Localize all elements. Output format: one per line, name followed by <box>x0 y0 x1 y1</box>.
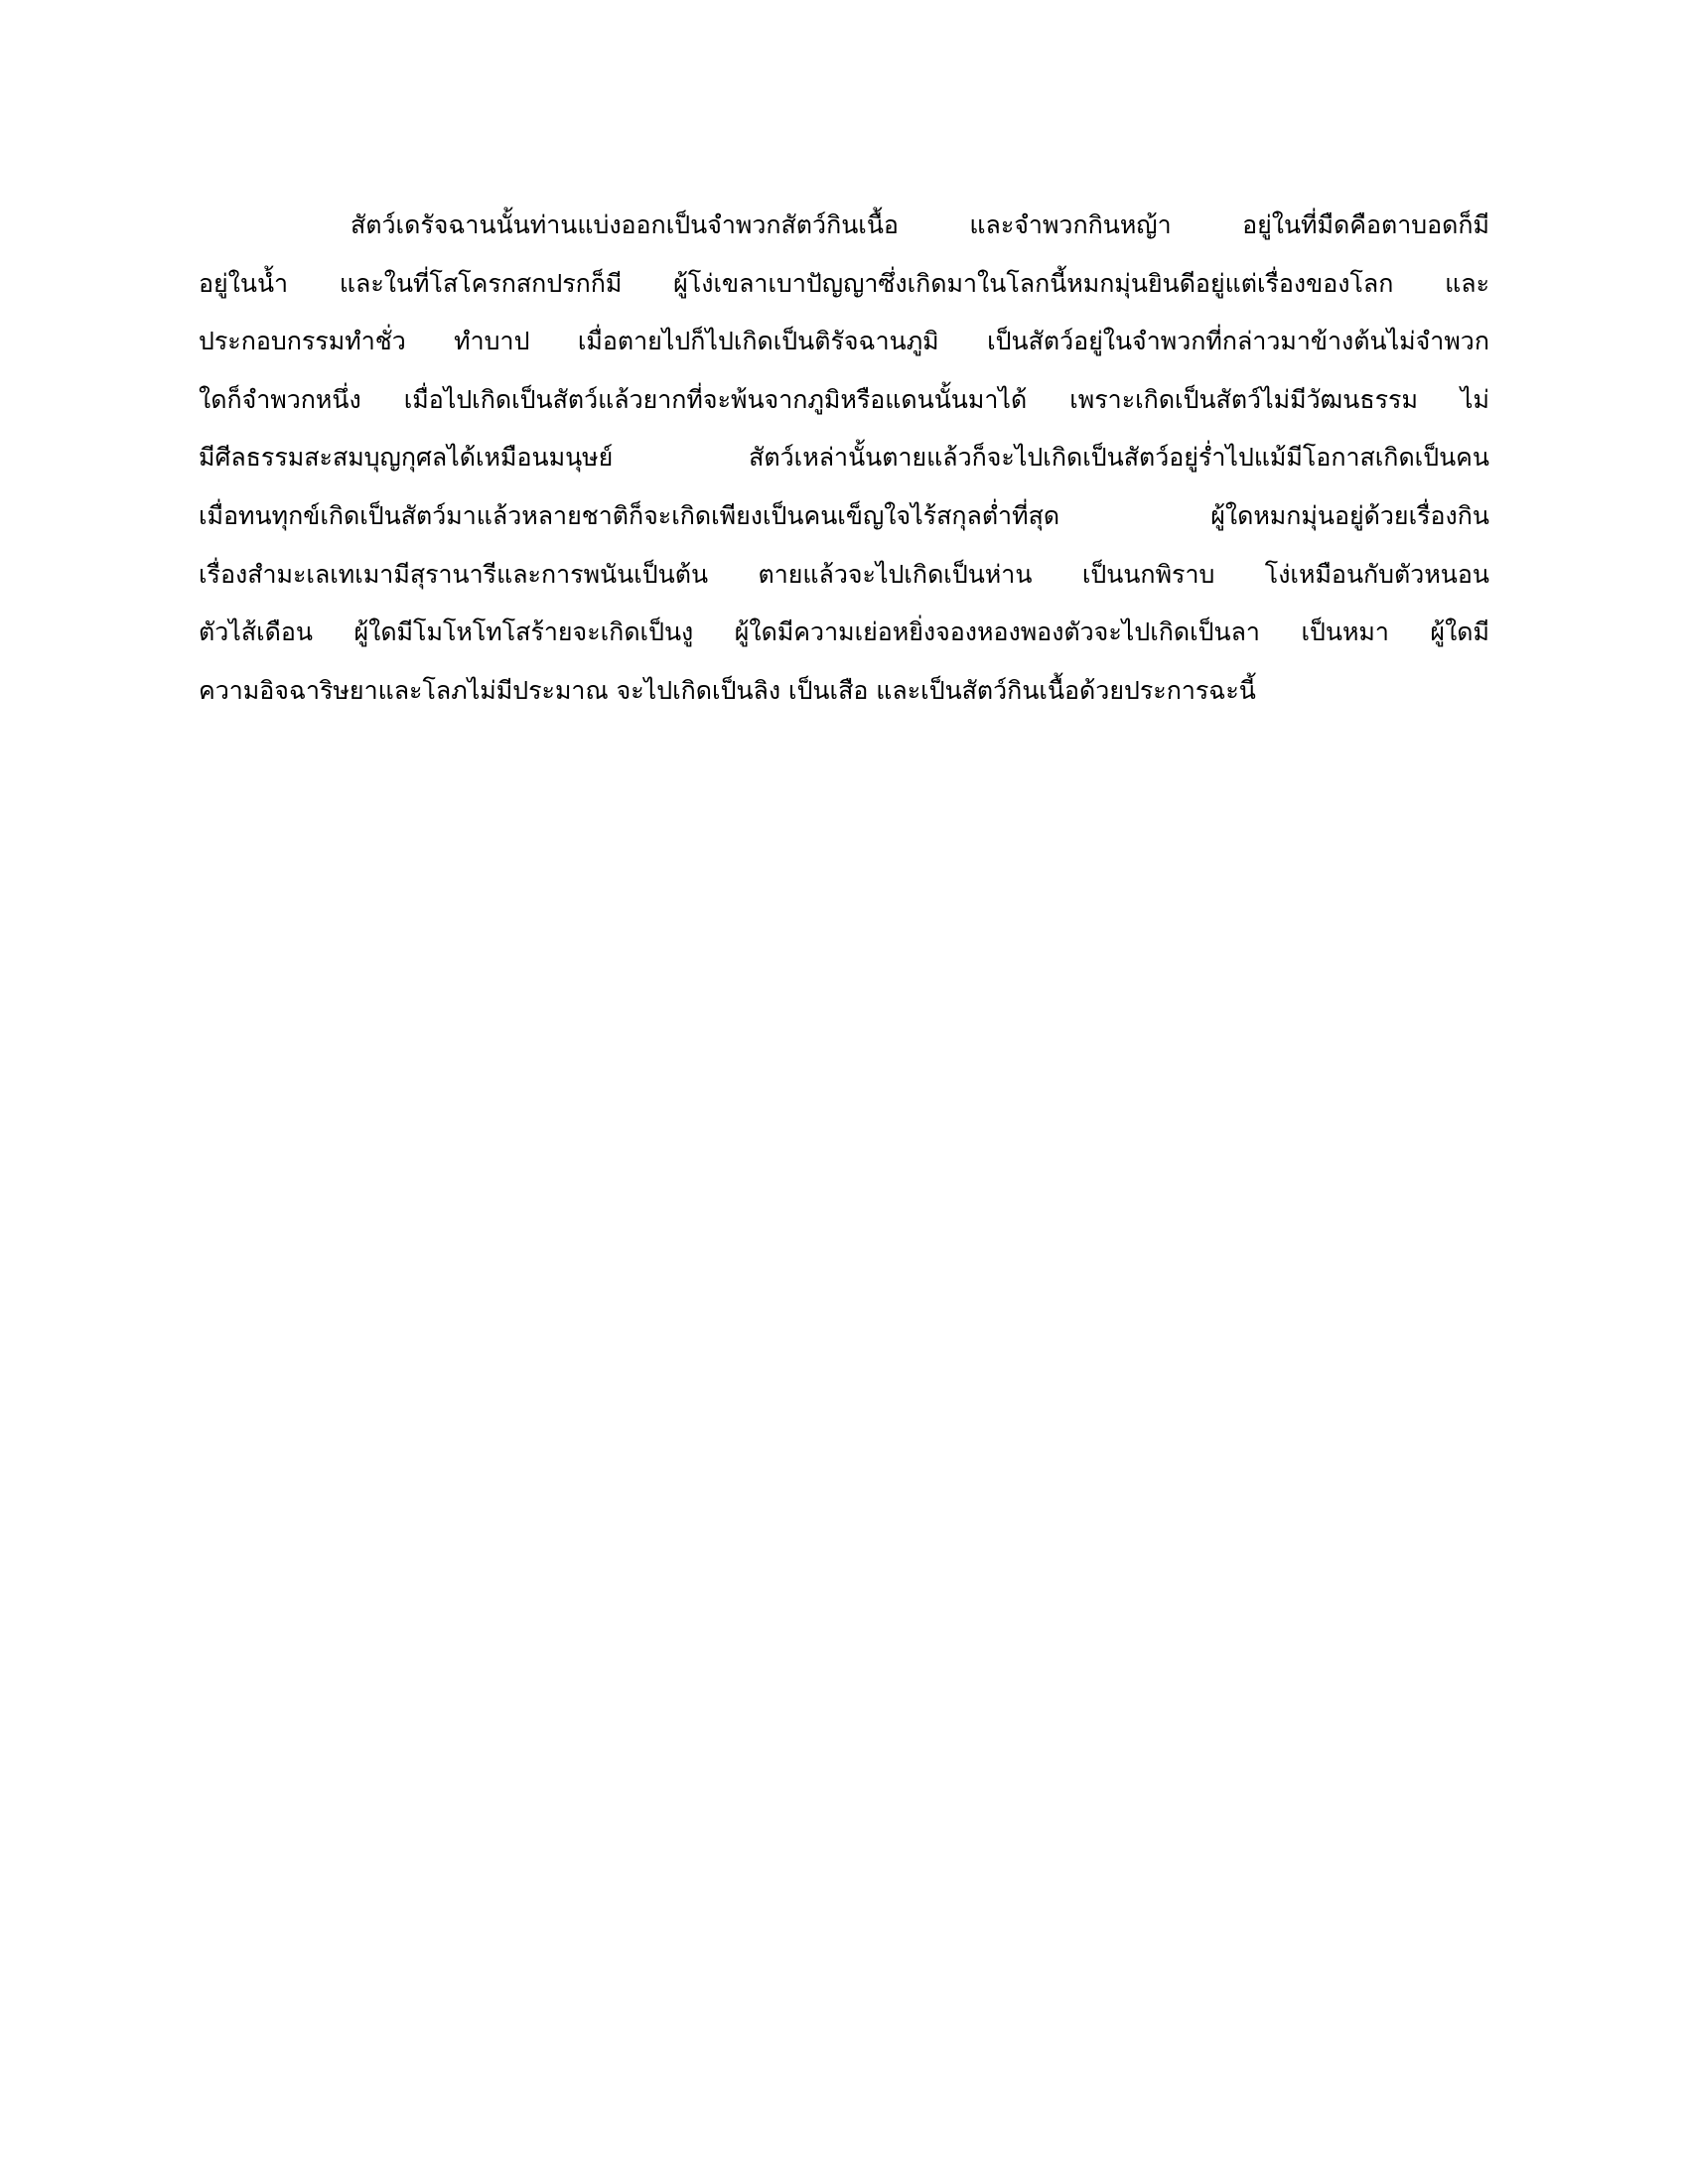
paragraph-line: ตัวไส้เดือน ผู้ใดมีโมโหโทโสร้ายจะเกิดเป็นงู ผู้ใดมีความเย่อหยิ่งจองหองพองตัวจะไปเกิดเป็นลา เป็นหมา ผู้ใดมี <box>199 617 1489 647</box>
paragraph-line: เรื่องสำมะเลเทเมามีสุรานารีและการพนันเป็นต้น ตายแล้วจะไปเกิดเป็นห่าน เป็นนกพิราบ โง่เหมือนกับตัวหนอน <box>199 559 1489 589</box>
paragraph-line: อยู่ในน้ำ และในที่โสโครกสกปรกก็มี ผู้โง่เขลาเบาปัญญาซึ่งเกิดมาในโลกนี้หมกมุ่นยินดีอยู่แต่เรื่องของโลก และ <box>199 268 1489 298</box>
paragraph-line: สัตว์เดรัจฉานนั้นท่านแบ่งออกเป็นจำพวกสัตว์กินเนื้อ และจำพวกกินหญ้า อยู่ในที่มืดคือตาบอดก็มี <box>351 210 1489 239</box>
body-paragraph <box>199 197 1489 720</box>
paragraph-line: ใดก็จำพวกหนึ่ง เมื่อไปเกิดเป็นสัตว์แล้วยากที่จะพ้นจากภูมิหรือแดนนั้นมาได้ เพราะเกิดเป็นสัตว์ไม่มีวัฒนธรรม ไม่ <box>199 384 1489 414</box>
paragraph-line: เมื่อทนทุกข์เกิดเป็นสัตว์มาแล้วหลายชาติก็จะเกิดเพียงเป็นคนเข็ญใจไร้สกุลต่ำที่สุด ผู้ใดหมกมุ่นอยู่ด้วยเรื่องกิน <box>199 500 1489 530</box>
paragraph-line: ความอิจฉาริษยาและโลภไม่มีประมาณ จะไปเกิดเป็นลิง เป็นเสือ และเป็นสัตว์กินเนื้อด้วยประการฉะนี้ <box>199 675 1256 705</box>
paragraph-line: มีศีลธรรมสะสมบุญกุศลได้เหมือนมนุษย์ สัตว์เหล่านั้นตายแล้วก็จะไปเกิดเป็นสัตว์อยู่ร่ำไปแม้มีโอกาสเกิดเป็นคน <box>199 443 1489 473</box>
paragraph-line: ประกอบกรรมทำชั่ว ทำบาป เมื่อตายไปก็ไปเกิดเป็นติรัจฉานภูมิ เป็นสัตว์อยู่ในจำพวกที่กล่าวมาข้างต้นไม่จำพวก <box>199 327 1489 356</box>
